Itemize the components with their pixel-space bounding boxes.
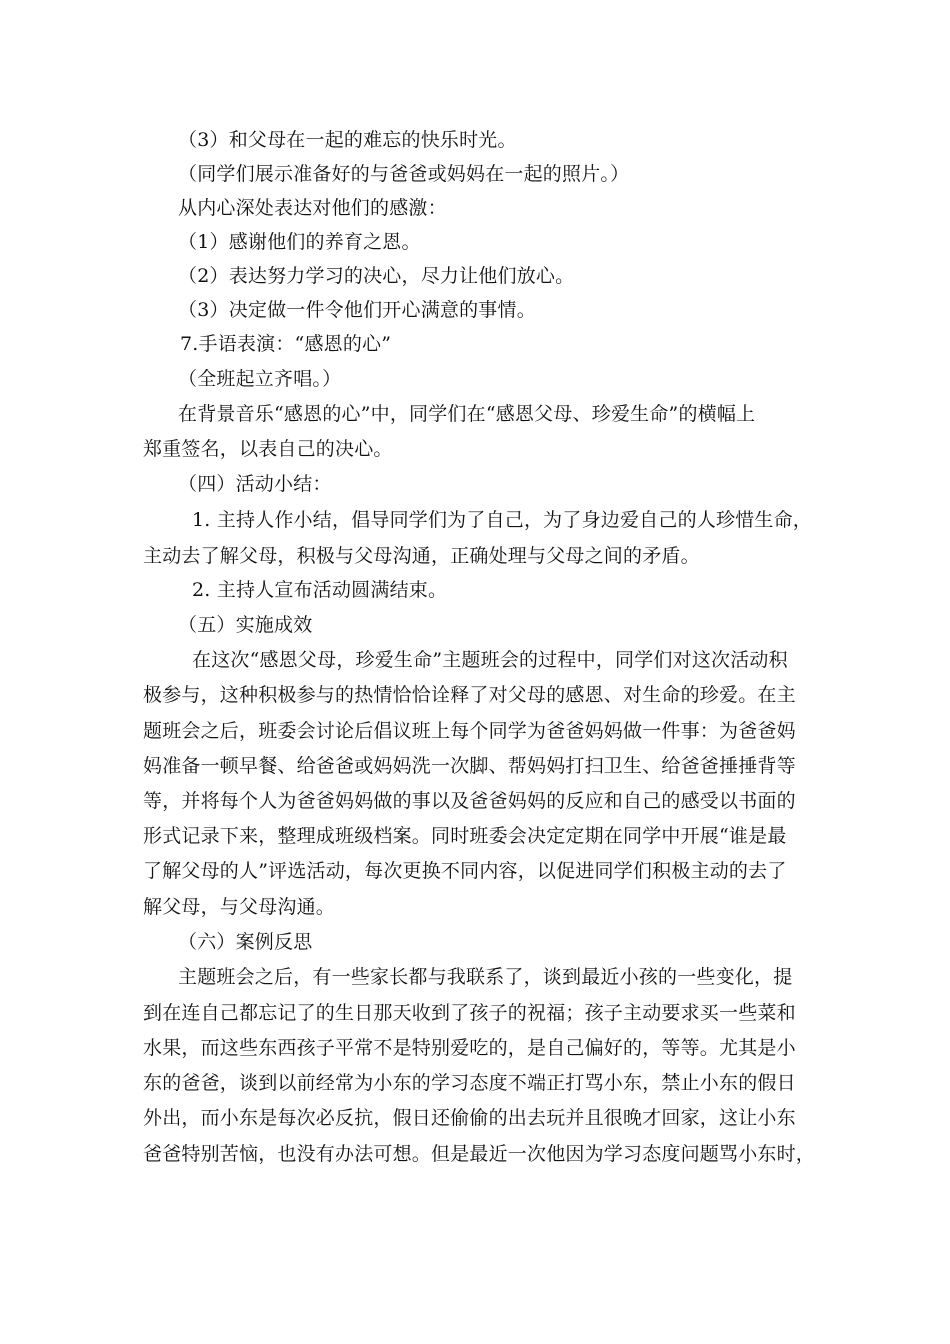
text-line-17: 极参与，这种积极参与的热情恰恰诠释了对父母的感恩、对生命的珍爱。在主 [143, 684, 796, 706]
text-line-18: 题班会之后，班委会讨论后倡议班上每个同学为爸爸妈妈做一件事：为爸爸妈 [143, 720, 796, 742]
text-line-19: 妈准备一顿早餐、给爸爸或妈妈洗一次脚、帮妈妈打扫卫生、给爸爸捶捶背等 [143, 755, 796, 777]
text-line-30: 爸爸特别苦恼，也没有办法可想。但是最近一次他因为学习态度问题骂小东时， [143, 1143, 816, 1165]
text-line-8: （全班起立齐唱。） [178, 368, 342, 390]
text-line-20: 等，并将每个人为爸爸妈妈做的事以及爸爸妈妈的反应和自己的感受以书面的 [143, 790, 796, 812]
text-line-9: 在背景音乐“感恩的心”中，同学们在“感恩父母、珍爱生命”的横幅上 [178, 403, 756, 425]
text-line-1: （3）和父母在一起的难忘的快乐时光。 [178, 129, 517, 151]
text-line-2: （同学们展示准备好的与爸爸或妈妈在一起的照片。） [178, 163, 630, 185]
text-line-3: 从内心深处表达对他们的感激： [178, 197, 447, 219]
text-line-21: 形式记录下来，整理成班级档案。同时班委会决定定期在同学中开展“谁是最 [143, 825, 787, 847]
text-line-28: 东的爸爸，谈到以前经常为小东的学习态度不端正打骂小东，禁止小东的假日 [143, 1072, 796, 1094]
text-line-6: （3）决定做一件令他们开心满意的事情。 [178, 299, 536, 321]
text-line-14: 2. 主持人宣布活动圆满结束。 [192, 579, 448, 601]
text-line-10: 郑重签名，以表自己的决心。 [143, 438, 393, 460]
text-line-26: 到在连自己都忘记了的生日那天收到了孩子的祝福；孩子主动要求买一些菜和 [143, 1002, 796, 1024]
section-heading-results: （五）实施成效 [178, 614, 313, 636]
section-heading-reflection: （六）案例反思 [178, 931, 313, 953]
text-line-25: 主题班会之后，有一些家长都与我联系了，谈到最近小孩的一些变化，提 [178, 966, 793, 988]
text-line-27: 水果，而这些东西孩子平常不是特别爱吃的，是自己偏好的，等等。尤其是小 [143, 1037, 796, 1059]
text-line-22: 了解父母的人”评选活动，每次更换不同内容，以促进同学们积极主动的去了 [143, 860, 787, 882]
section-heading-summary: （四）活动小结： [178, 473, 332, 495]
text-line-5: （2）表达努力学习的决心，尽力让他们放心。 [178, 265, 575, 287]
text-line-23: 解父母，与父母沟通。 [143, 896, 336, 918]
text-line-12: 1. 主持人作小结，倡导同学们为了自己，为了身边爱自己的人珍惜生命， [192, 509, 812, 531]
text-line-29: 外出，而小东是每次必反抗，假日还偷偷的出去玩并且很晚才回家，这让小东 [143, 1107, 796, 1129]
text-line-4: （1）感谢他们的养育之恩。 [178, 231, 421, 253]
text-line-13: 主动去了解父母，积极与父母沟通，正确处理与父母之间的矛盾。 [143, 545, 700, 567]
text-line-7: 7.手语表演：“感恩的心” [180, 333, 392, 355]
text-line-16: 在这次“感恩父母，珍爱生命”主题班会的过程中，同学们对这次活动积 [192, 649, 788, 671]
